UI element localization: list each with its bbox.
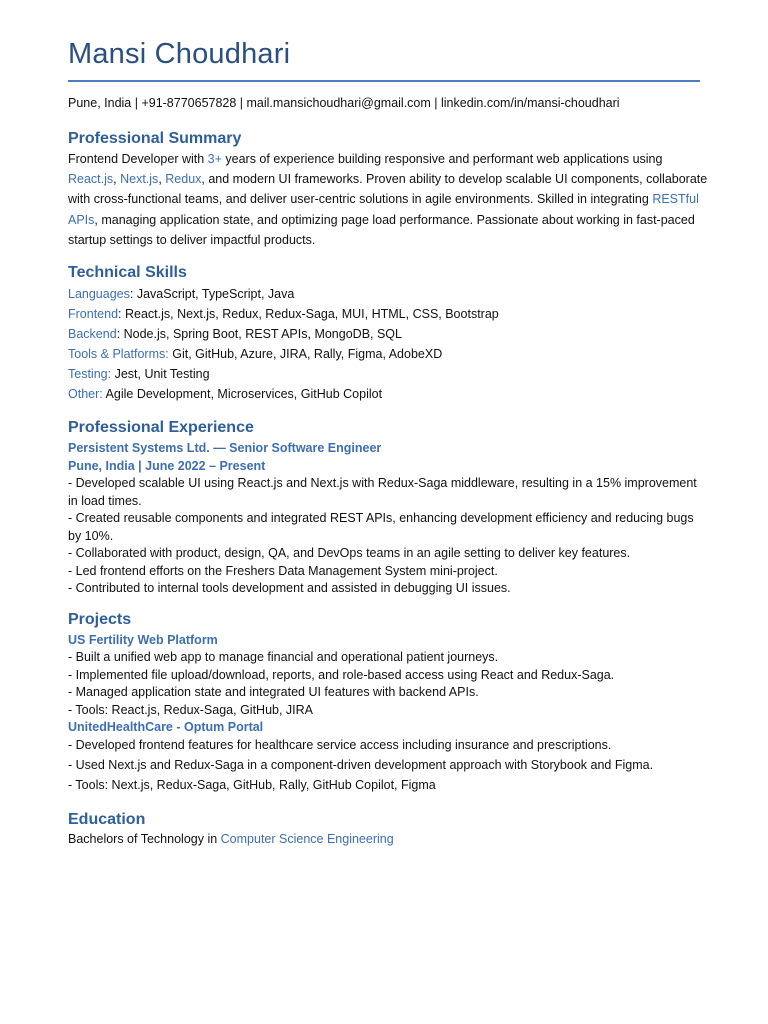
education-heading: Education — [68, 811, 146, 828]
contact-line: Pune, India | +91-8770657828 | mail.mansichoudhari@gmail.com | linkedin.com/in/mansi-choudhari — [68, 96, 620, 110]
list-item: - Developed scalable UI using React.js and Next.js with Redux-Saga middleware, resulting in a 15% improvement in load times. — [68, 476, 697, 508]
skill-label: Frontend — [68, 307, 119, 321]
skill-value: Git, GitHub, Azure, JIRA, Rally, Figma, AdobeXD — [172, 347, 443, 361]
skill-row — [68, 347, 442, 361]
summary-text: , — [113, 172, 121, 187]
skill-label: Backend — [68, 327, 117, 341]
degree-field: Computer Science Engineering — [220, 832, 394, 846]
summary-paragraph — [68, 149, 708, 250]
list-item: - Developed frontend features for healthcare service access including insurance and prescriptions. — [68, 738, 612, 752]
summary-text: , — [158, 172, 166, 187]
skills-heading: Technical Skills — [68, 264, 187, 281]
skill-label: Languages — [68, 287, 130, 301]
skill-value: Jest, Unit Testing — [114, 367, 210, 381]
summary-text: Frontend Developer with — [68, 152, 208, 166]
header-divider — [68, 80, 700, 82]
degree-text: Bachelors of Technology in — [68, 832, 221, 846]
list-item: - Managed application state and integrated UI features with backend APIs. — [68, 685, 479, 699]
skill-row — [68, 387, 382, 401]
list-item: - Used Next.js and Redux-Saga in a component-driven development approach with Storybook and Figma. — [68, 758, 654, 772]
summary-highlight-redux: Redux — [165, 172, 202, 187]
list-item: - Implemented file upload/download, reports, and role-based access using React and Redux-Saga. — [68, 667, 615, 682]
skill-label: Testing: — [68, 367, 112, 381]
summary-highlight-restful: RESTful APIs — [68, 192, 699, 227]
summary-text: , and modern UI frameworks. Proven ability to develop scalable UI components, collaborate with cross-functional teams, and deliver user-centric solutions in agile environments. Skilled in integrating — [68, 172, 708, 207]
list-item: - Tools: React.js, Redux-Saga, GitHub, JIRA — [68, 702, 314, 717]
skill-sep: : — [118, 307, 125, 321]
project-name: UnitedHealthCare - Optum Portal — [68, 720, 264, 734]
list-item: - Built a unified web app to manage financial and operational patient journeys. — [68, 650, 499, 664]
summary-text: , managing application state, and optimizing page load performance. Passionate about working in fast-paced startup settings to deliver impactful products. — [68, 212, 695, 247]
experience-bullets — [68, 475, 708, 598]
list-item: - Collaborated with product, design, QA, and DevOps teams in an agile setting to deliver key features. — [68, 546, 631, 560]
skill-row — [68, 307, 499, 321]
summary-highlight-react: React.js — [68, 172, 114, 187]
summary-text: years of experience building responsive and performant web applications using — [221, 152, 663, 166]
project-name: US Fertility Web Platform — [68, 633, 218, 647]
skill-value: Agile Development, Microservices, GitHub Copilot — [105, 387, 383, 401]
skill-label: Other: — [68, 387, 103, 401]
location-dates: Pune, India | June 2022 – Present — [68, 459, 266, 473]
skill-value: Node.js, Spring Boot, REST APIs, MongoDB, SQL — [123, 327, 402, 341]
project-bullets — [68, 649, 708, 719]
experience-heading: Professional Experience — [68, 419, 254, 436]
skill-row — [68, 287, 294, 301]
skill-sep: : — [116, 327, 124, 341]
summary-heading: Professional Summary — [68, 130, 242, 147]
list-item: - Led frontend efforts on the Freshers Data Management System mini-project. — [68, 563, 498, 578]
skill-row — [68, 367, 210, 381]
candidate-name: Mansi Choudhari — [68, 38, 291, 70]
skill-row — [68, 327, 402, 341]
list-item: - Tools: Next.js, Redux-Saga, GitHub, Rally, GitHub Copilot, Figma — [68, 778, 436, 792]
skill-value: JavaScript, TypeScript, Java — [136, 287, 295, 301]
list-item: - Created reusable components and integrated REST APIs, enhancing development efficiency and reducing bugs by 10%. — [68, 511, 694, 543]
skill-value: React.js, Next.js, Redux, Redux-Saga, MUI, HTML, CSS, Bootstrap — [124, 307, 499, 321]
company-role: Persistent Systems Ltd. — Senior Software Engineer — [68, 441, 382, 455]
skill-label: Tools & Platforms: — [68, 347, 169, 361]
summary-highlight-years: 3+ — [207, 152, 222, 166]
list-item: - Contributed to internal tools development and assisted in debugging UI issues. — [68, 581, 511, 595]
summary-highlight-next: Next.js — [120, 172, 159, 187]
education-line — [68, 832, 394, 846]
projects-heading: Projects — [68, 611, 132, 628]
skill-sep: : — [129, 287, 137, 301]
